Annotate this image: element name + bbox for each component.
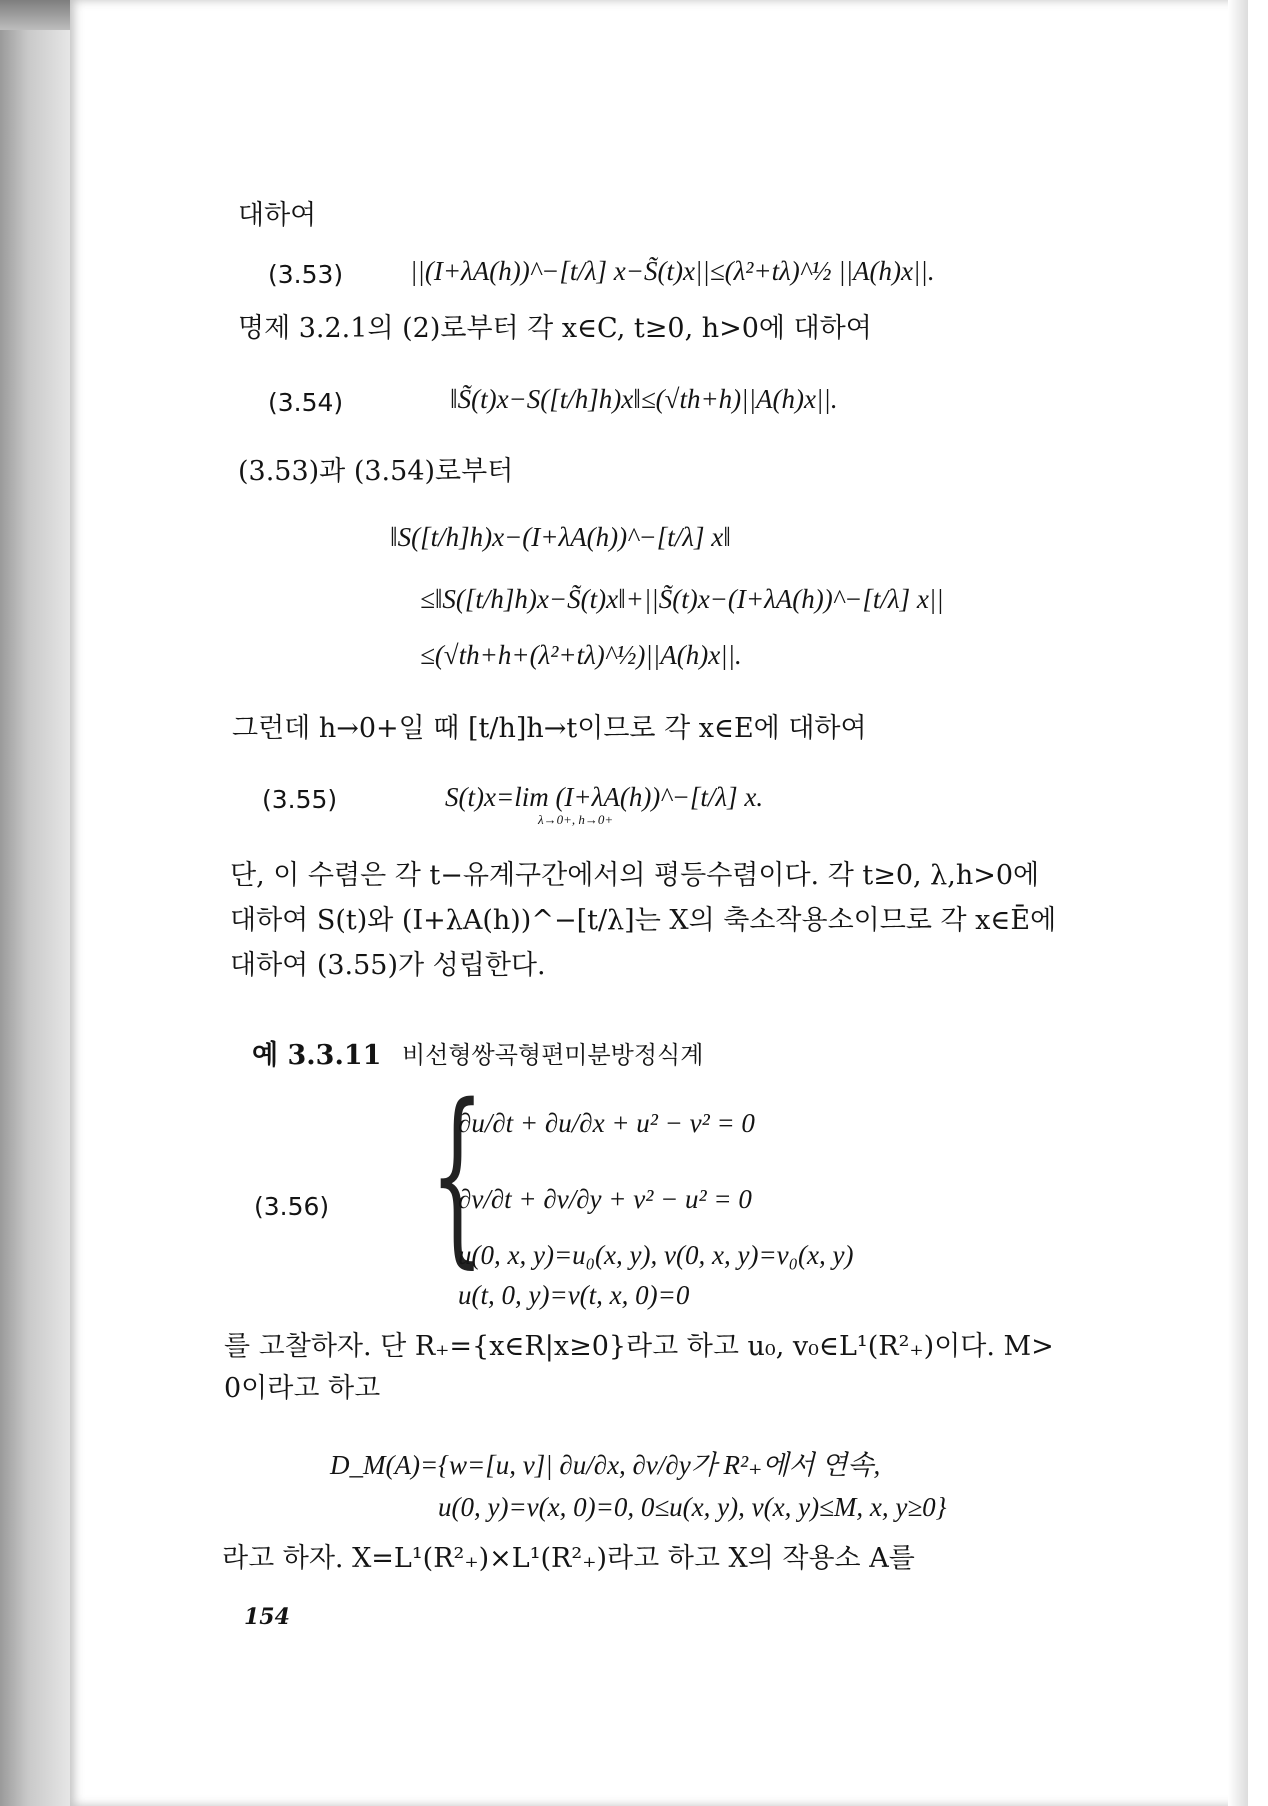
equation-3-54: ‖S̃(t)x−S([t/h]h)x‖≤(√th+h)||A(h)x||.: [450, 384, 838, 414]
equation-label-3-56: (3.56): [254, 1192, 330, 1221]
domain-line-1: D_M(A)={w=[u, v]| ∂u/∂x, ∂v/∂y가 R²₊에서 연속,: [330, 1450, 881, 1480]
system-equation-1: ∂u/∂t + ∂u/∂x + u² − v² = 0: [458, 1108, 755, 1138]
text-line: 대하여: [238, 200, 317, 231]
system-equation-2: ∂v/∂t + ∂v/∂y + v² − u² = 0: [458, 1184, 752, 1214]
equation-3-55: S(t)x=lim (I+λA(h))^−[t/λ] x.: [445, 782, 764, 812]
example-heading: 예 3.3.11: [252, 1040, 382, 1071]
text-line: 단, 이 수렴은 각 t−유계구간에서의 평등수렴이다. 각 t≥0, λ,h>0에: [230, 860, 1040, 891]
equation-label-3-55: (3.55): [262, 785, 338, 814]
example-title: 비선형쌍곡형편미분방정식계: [402, 1041, 704, 1069]
book-spine-top: [0, 0, 70, 30]
system-brace: {: [430, 1064, 485, 1285]
inequality-line-3: ≤(√th+h+(λ²+tλ)^½)||A(h)x||.: [420, 640, 742, 670]
text-line: 그런데 h→0+일 때 [t/h]h→t이므로 각 x∈E에 대하여: [232, 713, 867, 744]
system-equation-3: u(0, x, y)=u₀(x, y), v(0, x, y)=v₀(x, y): [458, 1240, 854, 1270]
equation-label-3-54: (3.54): [268, 388, 344, 417]
page-number: 154: [244, 1604, 290, 1630]
text-line: 라고 하자. X=L¹(R²₊)×L¹(R²₊)라고 하고 X의 작용소 A를: [222, 1543, 915, 1574]
text-line: 를 고찰하자. 단 R₊={x∈R|x≥0}라고 하고 u₀, v₀∈L¹(R²₊)이다. M>: [224, 1331, 1054, 1362]
domain-line-2: u(0, y)=v(x, 0)=0, 0≤u(x, y), v(x, y)≤M, x, y≥0}: [438, 1492, 947, 1522]
text-line: 대하여 S(t)와 (I+λA(h))^−[t/λ]는 X의 축소작용소이므로 각 x∈Ē에: [230, 905, 1057, 936]
text-line: 명제 3.2.1의 (2)로부터 각 x∈C, t≥0, h>0에 대하여: [238, 313, 872, 344]
text-line: 대하여 (3.55)가 성립한다.: [230, 950, 546, 981]
system-equation-4: u(t, 0, y)=v(t, x, 0)=0: [458, 1280, 690, 1310]
book-spine: [0, 0, 70, 1806]
page-edge-shadow: [1228, 0, 1248, 1806]
limit-subscript: λ→0+, h→0+: [538, 812, 614, 827]
text-line: (3.53)과 (3.54)로부터: [238, 456, 514, 487]
equation-label-3-53: (3.53): [268, 260, 344, 289]
equation-3-53: ||(I+λA(h))^−[t/λ] x−S̃(t)x||≤(λ²+tλ)^½ ||A(h)x||.: [410, 256, 935, 286]
inequality-line-1: ‖S([t/h]h)x−(I+λA(h))^−[t/λ] x‖: [390, 522, 731, 552]
inequality-line-2: ≤‖S([t/h]h)x−S̃(t)x‖+||S̃(t)x−(I+λA(h))^−[t/λ] x||: [420, 584, 944, 614]
text-line: 0이라고 하고: [224, 1373, 381, 1404]
